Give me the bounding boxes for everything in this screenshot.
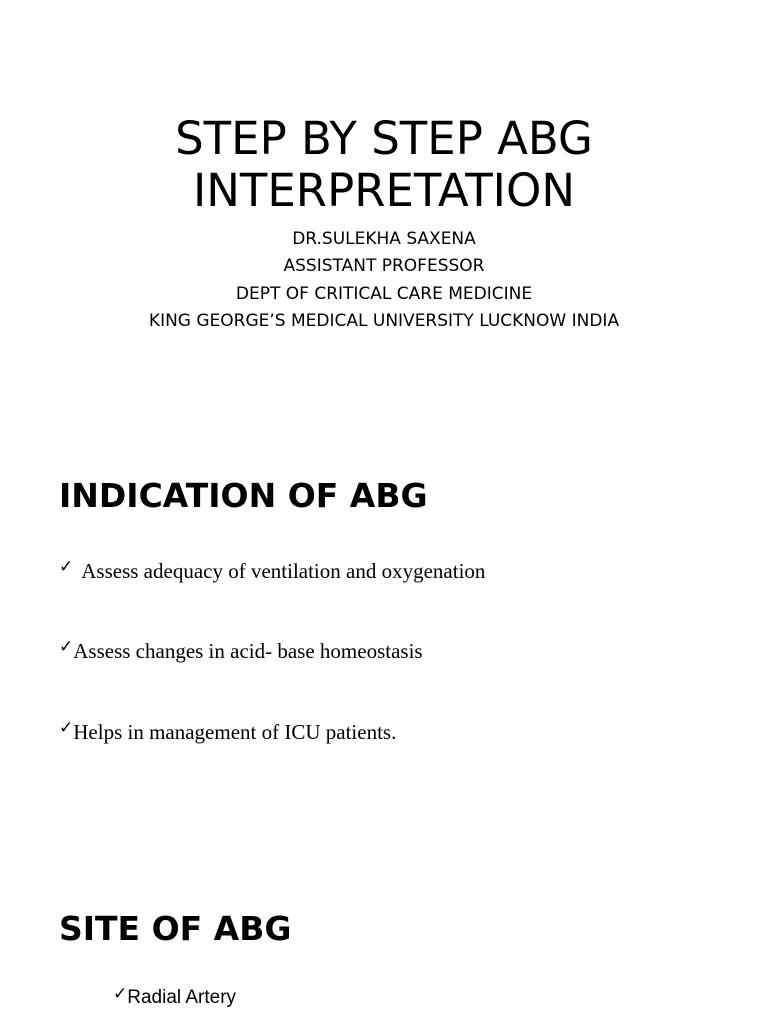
checkmark-icon: ✓: [59, 718, 74, 738]
list-item: [113, 984, 236, 1012]
list-item-text: Radial Artery: [127, 987, 237, 1008]
author-institution: KING GEORGE’S MEDICAL UNIVERSITY LUCKNOW INDIA: [148, 311, 620, 331]
list-item: [59, 557, 485, 585]
list-item-text: Helps in management of ICU patients.: [73, 720, 397, 744]
checkmark-icon: ✓: [113, 984, 128, 1004]
author-position: ASSISTANT PROFESSOR: [283, 256, 485, 276]
checkmark-icon: ✓: [59, 557, 74, 577]
checkmark-icon: ✓: [59, 637, 74, 657]
author-name: DR.SULEKHA SAXENA: [292, 229, 476, 249]
indication-heading: INDICATION OF ABG: [59, 476, 428, 515]
list-item: [59, 718, 396, 746]
site-heading: SITE OF ABG: [59, 909, 292, 948]
list-item-text: Assess adequacy of ventilation and oxygenation: [81, 559, 486, 583]
list-item: [59, 637, 423, 665]
title-line-1: STEP BY STEP ABG: [175, 112, 593, 165]
list-item-text: Assess changes in acid- base homeostasis: [73, 639, 423, 663]
author-department: DEPT OF CRITICAL CARE MEDICINE: [235, 284, 533, 304]
title-line-2: INTERPRETATION: [192, 164, 576, 217]
